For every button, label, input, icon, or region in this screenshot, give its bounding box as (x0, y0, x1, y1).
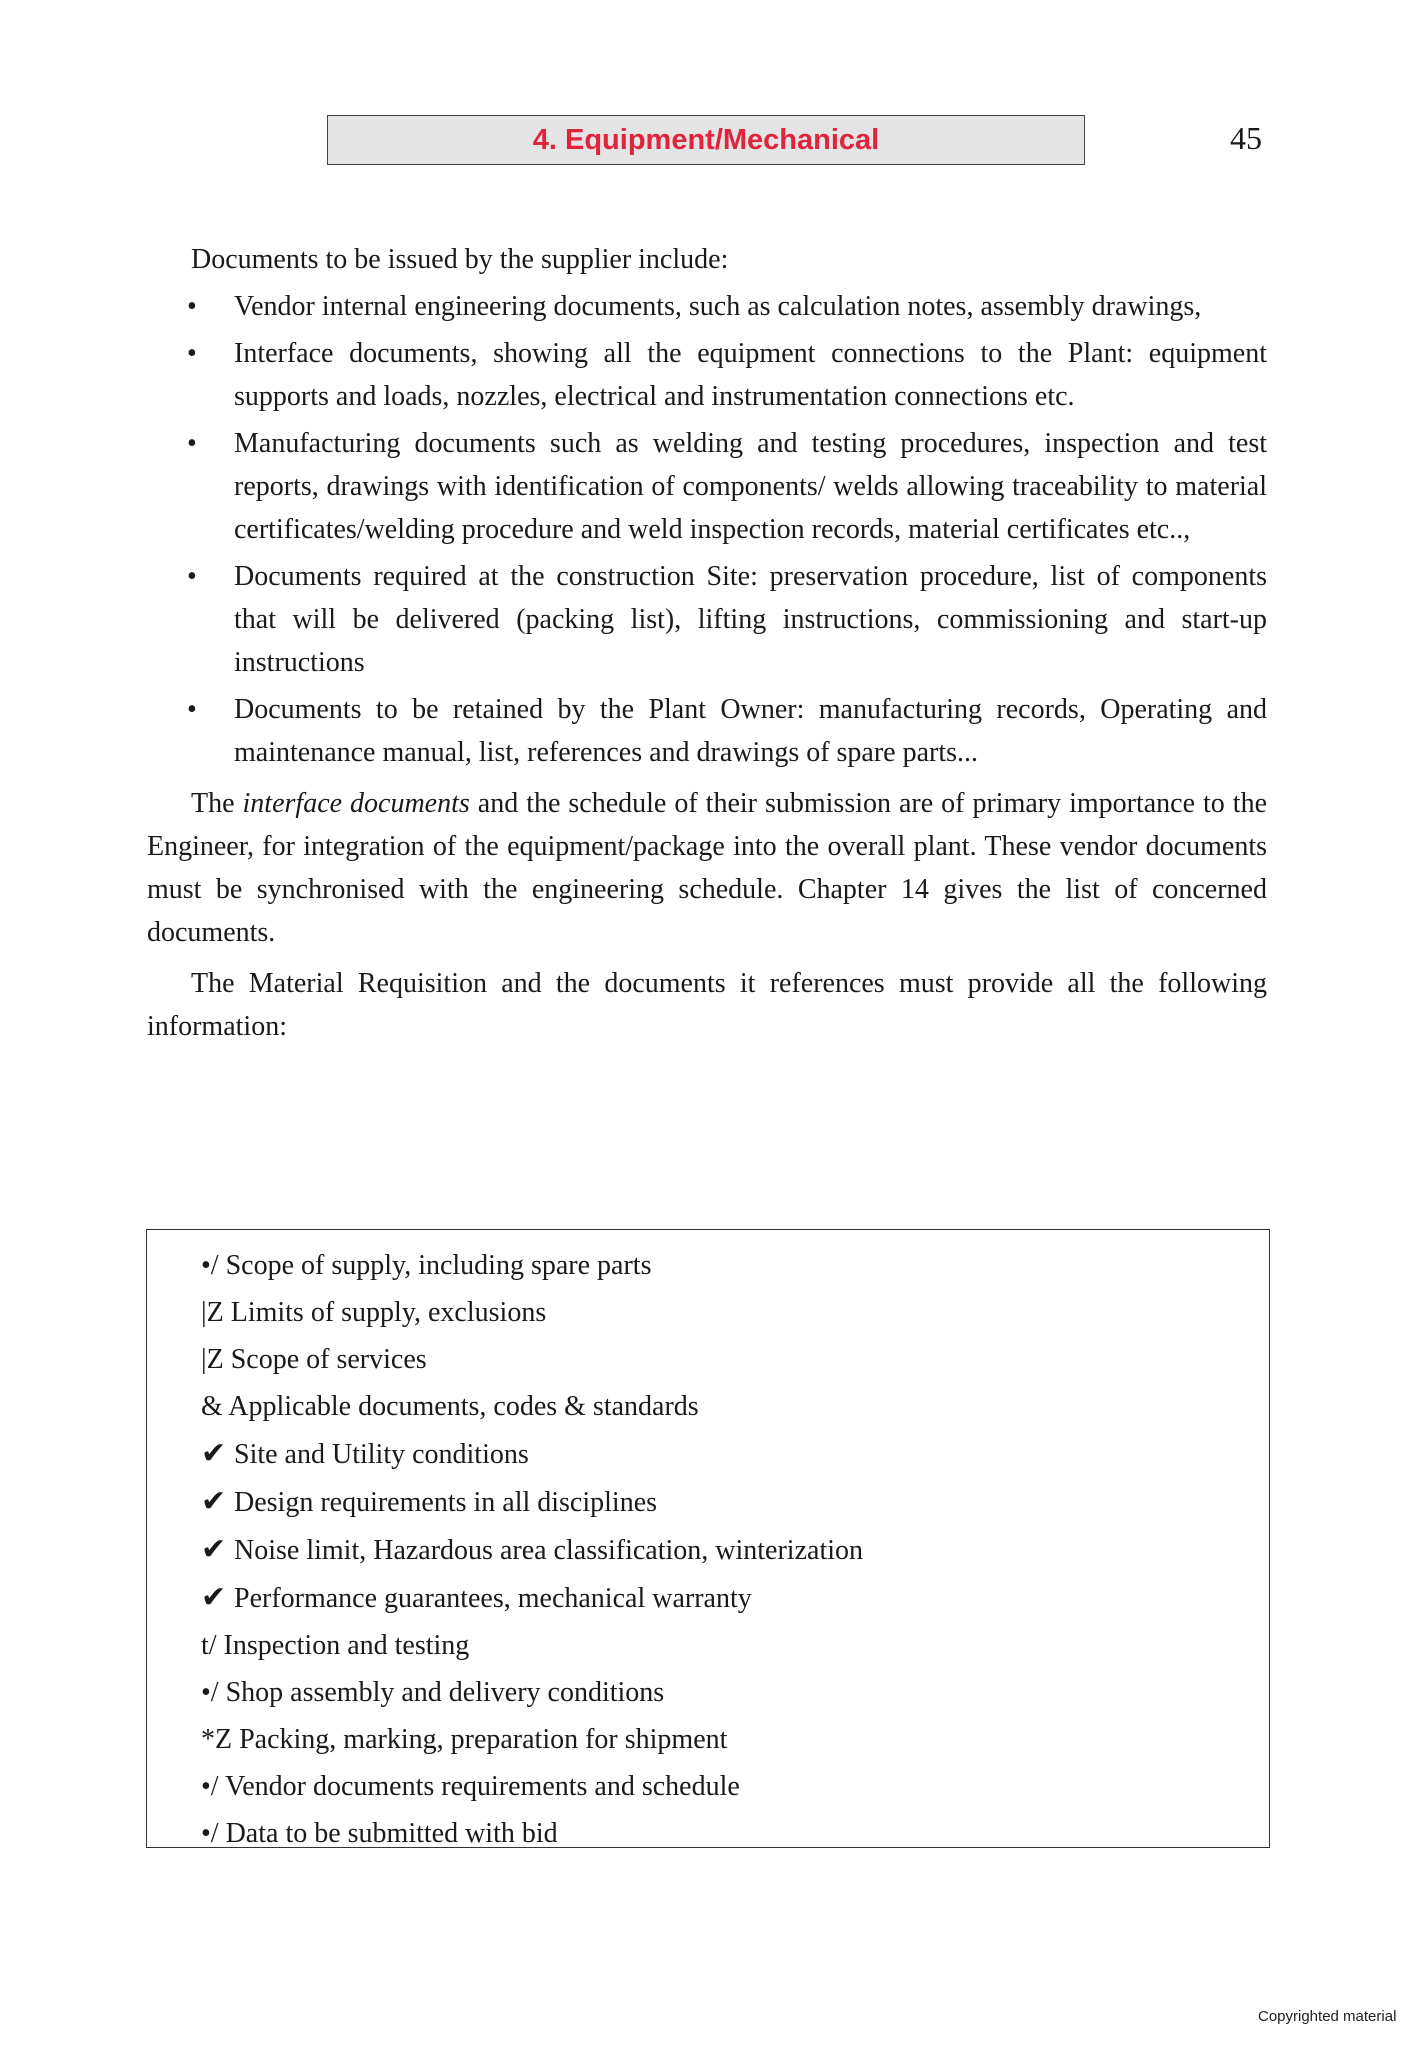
list-item: |Z Scope of services (201, 1344, 427, 1375)
list-item: •/ Scope of supply, including spare parts (201, 1250, 652, 1281)
list-item: ✔ Site and Utility conditions (201, 1430, 863, 1478)
check-icon: ✔ (201, 1484, 227, 1519)
page-body (147, 238, 1267, 1048)
bullet-icon: • (187, 694, 197, 725)
intro-text: Documents to be issued by the supplier include: (191, 244, 729, 275)
bullet-icon: • (187, 291, 197, 322)
interface-documents-paragraph: The interface documents and the schedule of their submission are of primary importance to the Engineer, for integration of the equipment/package into the overall plant. These vendor documents must be synchronised with the engineering schedule. Chapter 14 gives the list of concerned documents. (147, 788, 1268, 948)
list-item: • Documents to be retained by the Plant Owner: manufacturing records, Operating and maintenance manual, list, references and drawings of spare parts... (234, 688, 1267, 774)
supplier-documents-list (147, 285, 1267, 774)
bullet-icon: • (187, 428, 197, 459)
bullet-icon: • (187, 338, 197, 369)
list-item: • Manufacturing documents such as welding and testing procedures, inspection and test reports, drawings with identification of components/ welds allowing traceability to material certificates/welding procedure and weld inspection records, material certificates etc.., (234, 422, 1267, 551)
chapter-header-box (327, 115, 1085, 165)
requisition-info-list (201, 1242, 863, 1857)
list-item: & Applicable documents, codes & standards (201, 1391, 699, 1422)
page-number: 45 (1230, 120, 1262, 156)
list-item: *Z Packing, marking, preparation for shipment (201, 1724, 728, 1755)
check-icon: ✔ (201, 1580, 227, 1615)
copyright-footer: Copyrighted material (1258, 2008, 1397, 2025)
list-item: ✔ Performance guarantees, mechanical warranty (201, 1574, 863, 1622)
list-item: • Documents required at the construction Site: preservation procedure, list of components that will be delivered (packing list), lifting instructions, commissioning and start-up instructions (234, 555, 1267, 684)
list-item: ✔ Noise limit, Hazardous area classification, winterization (201, 1526, 863, 1574)
chapter-title: 4. Equipment/Mechanical (532, 123, 880, 156)
list-item: ✔ Design requirements in all disciplines (201, 1478, 863, 1526)
list-item: •/ Shop assembly and delivery conditions (201, 1677, 665, 1708)
list-item: |Z Limits of supply, exclusions (201, 1297, 547, 1328)
list-item: t/ Inspection and testing (201, 1630, 470, 1661)
list-item: •/ Vendor documents requirements and schedule (201, 1771, 740, 1802)
material-requisition-paragraph: The Material Requisition and the documents it references must provide all the following information: (147, 968, 1267, 1042)
check-icon: ✔ (201, 1532, 227, 1567)
check-icon: ✔ (201, 1436, 227, 1471)
interface-documents-emphasis: interface documents (242, 788, 470, 819)
requisition-info-box (146, 1229, 1270, 1848)
list-item: •/ Data to be submitted with bid (201, 1818, 558, 1849)
bullet-icon: • (187, 561, 197, 592)
list-item: • Vendor internal engineering documents, such as calculation notes, assembly drawings, (234, 285, 1267, 328)
list-item: • Interface documents, showing all the equipment connections to the Plant: equipment supports and loads, nozzles, electrical and instrumentation connections etc. (234, 332, 1267, 418)
